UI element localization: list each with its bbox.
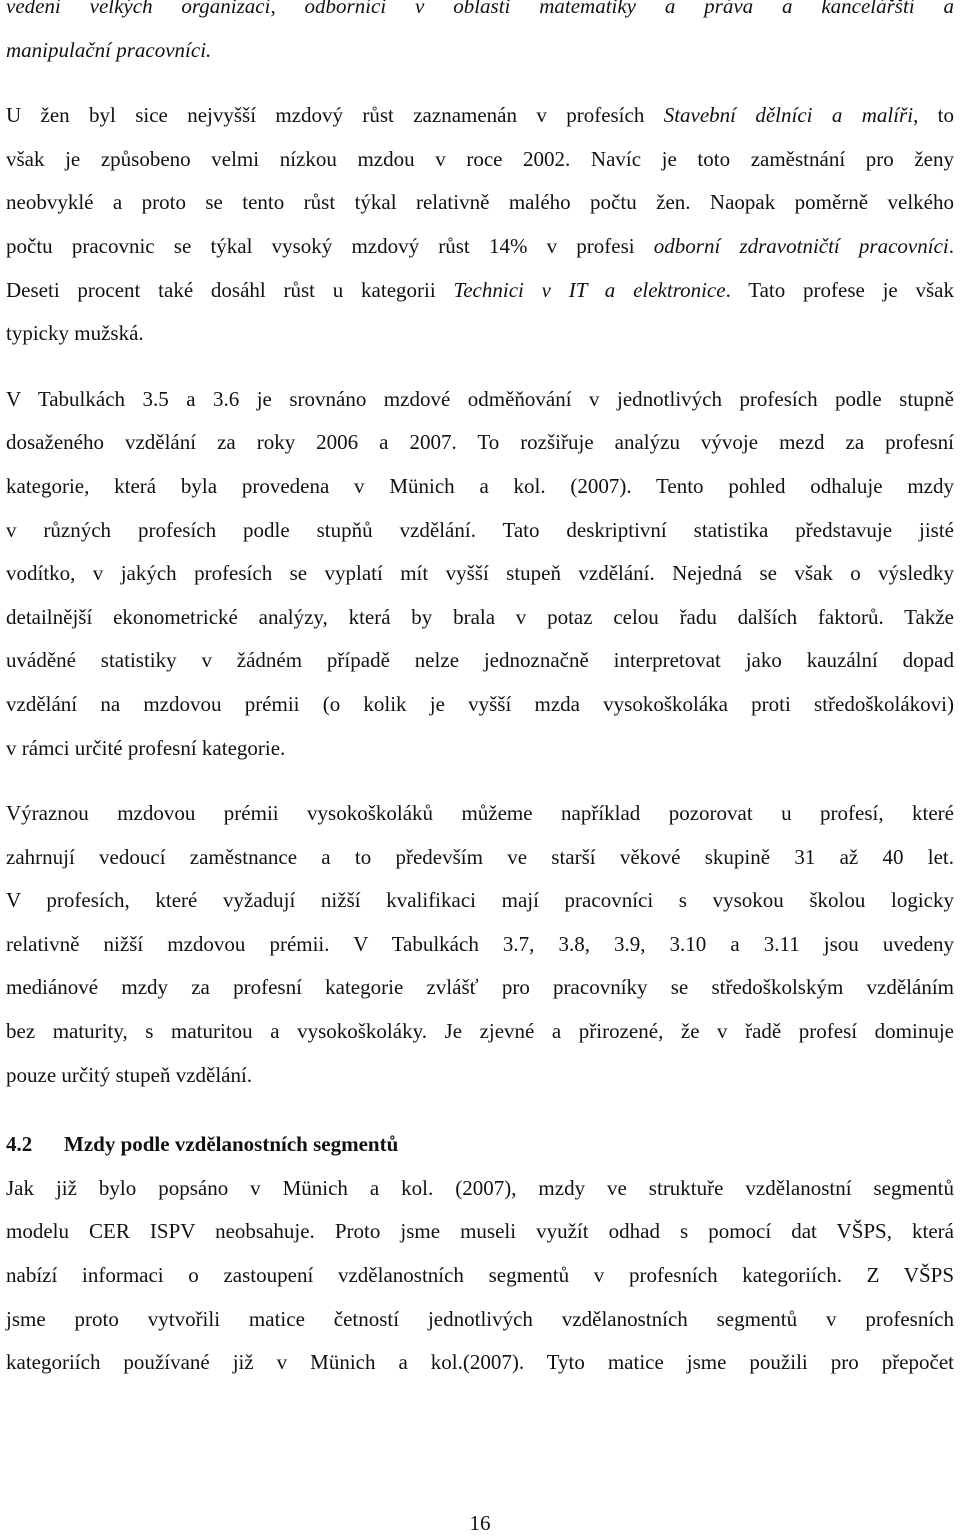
text-line: pouze určitý stupeň vzdělání. xyxy=(6,1062,253,1087)
text-line: Výraznou mzdovou prémii vysokoškoláků můžeme například pozorovat u profesí, které xyxy=(6,801,954,826)
paragraph-wage-premium xyxy=(6,792,954,1097)
text-line: nabízí informaci o zastoupení vzdělanostních segmentů v profesních kategoriích. Z VŠPS xyxy=(6,1263,954,1288)
text-line: kategoriích používané již v Münich a kol.(2007). Tyto matice jsme použili pro přepočet xyxy=(6,1350,954,1375)
text-line: kategorie, která byla provedena v Münich a kol. (2007). Tento pohled odhaluje mzdy xyxy=(6,473,954,498)
text-line: dosaženého vzdělání za roky 2006 a 2007. To rozšiřuje analýzu vývoje mezd za profesní xyxy=(6,430,954,455)
italic-term: odborní zdravotničtí pracovníci xyxy=(653,233,949,258)
text-line: Jak již bylo popsáno v Münich a kol. (2007), mzdy ve struktuře vzdělanostní segmentů xyxy=(6,1175,954,1200)
text-line: v rámci určité profesní kategorie. xyxy=(6,735,286,760)
text-line: relativně nižší mzdovou prémii. V Tabulkách 3.7, 3.8, 3.9, 3.10 a 3.11 jsou uvedeny xyxy=(6,931,954,956)
text-line: uváděné statistiky v žádném případě nelze jednoznačně interpretovat jako kauzální dopad xyxy=(6,648,954,673)
page-number: 16 xyxy=(469,1511,491,1535)
paragraph-education-segments xyxy=(6,1167,954,1385)
text-line: vedení velkých organizací, odborníci v oblasti matematiky a práva a kancelářští a xyxy=(6,0,954,18)
text-line: v různých profesích podle stupňů vzdělání. Tato deskriptivní statistika představuje jisté xyxy=(6,517,954,542)
paragraph-women-wage-growth xyxy=(6,94,954,356)
text-line: neobvyklé a proto se tento růst týkal relativně malého počtu žen. Naopak poměrně velkého xyxy=(6,190,954,215)
text-line: detailnější ekonometrické analýzy, která by brala v potaz celou řadu dalších faktorů. Takže xyxy=(6,604,954,629)
text-line: U žen byl sice nejvyšší mzdový růst zaznamenán v profesích Stavební dělníci a malíři, to xyxy=(6,103,954,128)
italic-term: Stavební dělníci a malíři xyxy=(663,103,914,128)
section-heading xyxy=(6,1123,954,1167)
text-line: vodítko, v jakých profesích se vyplatí mít vyšší stupeň vzdělání. Nejedná se však o výsledky xyxy=(6,561,954,586)
text-line: mediánové mzdy za profesní kategorie zvlášť pro pracovníky se středoškolským vzděláním xyxy=(6,975,954,1000)
text-line: zahrnují vedoucí zaměstnance a to především ve starší věkové skupině 31 až 40 let. xyxy=(6,844,954,869)
text-line: vzdělání na mzdovou prémii (o kolik je vyšší mzda vysokoškoláka proti středoškolákovi) xyxy=(6,691,954,716)
text-line: počtu pracovnic se týkal vysoký mzdový růst 14% v profesi odborní zdravotničtí pracovníci. xyxy=(6,233,954,258)
text-line: typicky mužská. xyxy=(6,321,144,346)
text-line: modelu CER ISPV neobsahuje. Proto jsme museli využít odhad s pomocí dat VŠPS, která xyxy=(6,1219,954,1244)
document-page xyxy=(6,0,954,1385)
text-line: bez maturity, s maturitou a vysokoškoláky. Je zjevné a přirozené, že v řadě profesí dominuje xyxy=(6,1019,954,1044)
text-line: jsme proto vytvořili matice četností jednotlivých vzdělanostních segmentů v profesních xyxy=(6,1306,954,1331)
text-line: však je způsobeno velmi nízkou mzdou v roce 2002. Navíc je toto zaměstnání pro ženy xyxy=(6,146,954,171)
text-line: manipulační pracovníci. xyxy=(6,37,212,62)
text-line: V Tabulkách 3.5 a 3.6 je srovnáno mzdové odměňování v jednotlivých profesích podle stupně xyxy=(6,386,954,411)
paragraph-intro-continuation xyxy=(6,0,954,72)
paragraph-tables-comparison xyxy=(6,378,954,770)
text-line: V profesích, které vyžadují nižší kvalifikaci mají pracovníci s vysokou školou logicky xyxy=(6,888,954,913)
section-number: 4.2 xyxy=(6,1132,33,1157)
section-title: Mzdy podle vzdělanostních segmentů xyxy=(64,1132,399,1157)
text-line: Deseti procent také dosáhl růst u kategorii Technici v IT a elektronice. Tato profese je však xyxy=(6,277,955,302)
italic-term: Technici v IT a elektronice xyxy=(453,277,726,302)
